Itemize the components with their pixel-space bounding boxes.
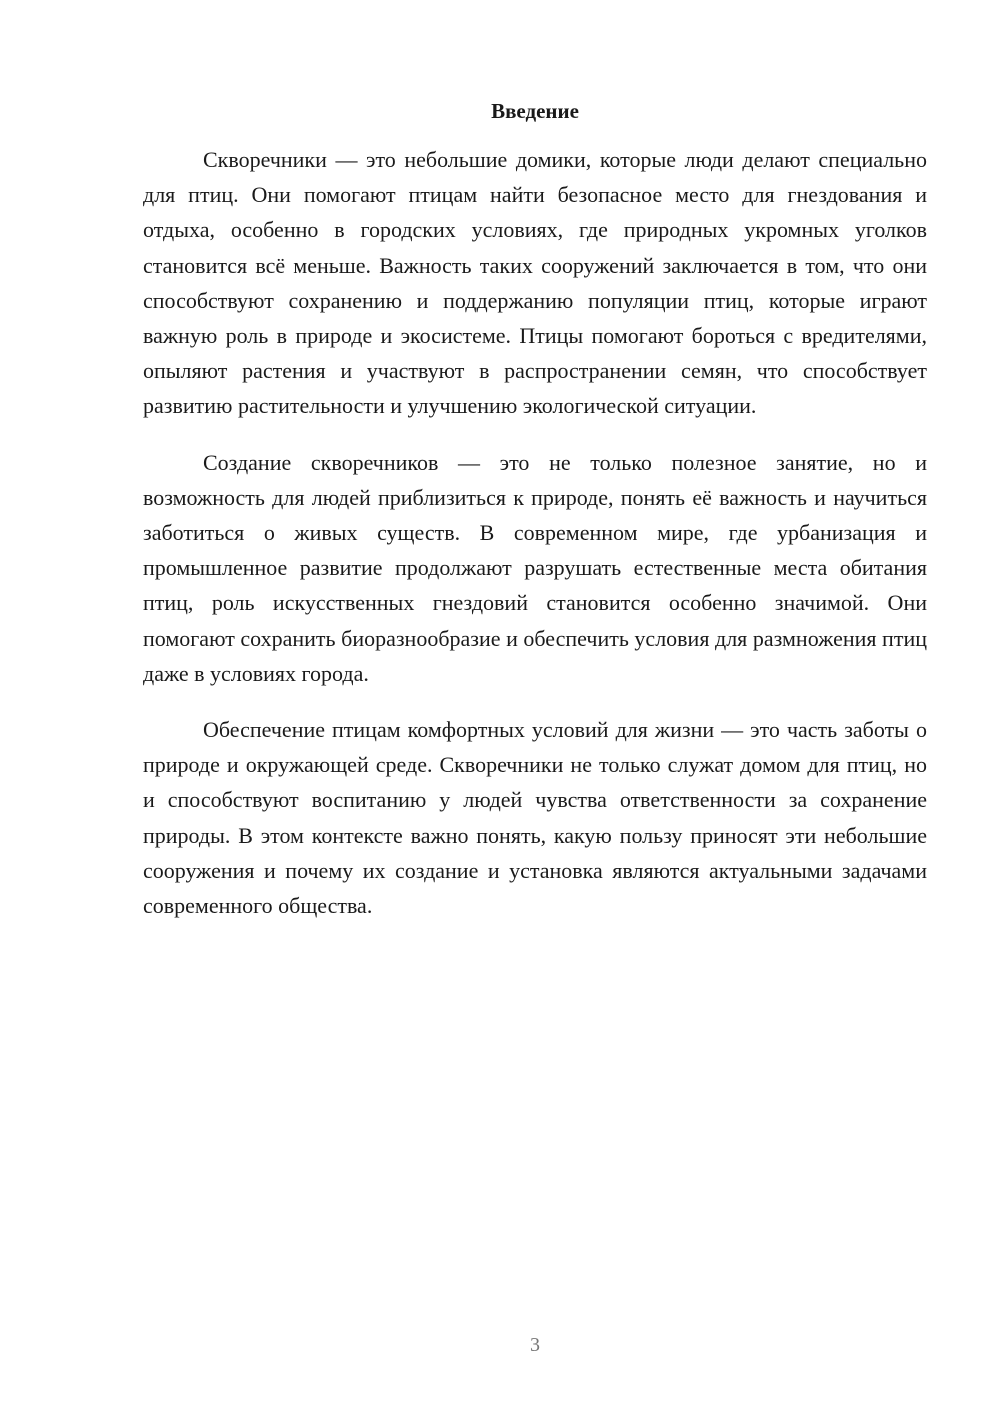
body-text — [143, 142, 927, 944]
paragraph-2: Создание скворечников — это не только полезное занятие, но и возможность для людей приблизиться к природе, понять её важность и научиться заботиться о живых существ. В современном мире, где урбанизация и промышленное развитие продолжают разрушать естественные места обитания птиц, роль искусственных гнездовий становится особенно значимой. Они помогают сохранить биоразнообразие и обеспечить условия для размножения птиц даже в условиях города. — [143, 449, 927, 686]
paragraph-3: Обеспечение птицам комфортных условий для жизни — это часть заботы о природе и окружающей среде. Скворечники не только служат домом для птиц, но и способствуют воспитанию у людей чувства ответственности за сохранение природы. В этом контексте важно понять, какую пользу приносят эти небольшие сооружения и почему их создание и установка являются актуальными задачами современного общества. — [143, 717, 927, 919]
page-number: 3 — [530, 1334, 540, 1356]
paragraph-1: Скворечники — это небольшие домики, которые люди делают специально для птиц. Они помогают птицам найти безопасное место для гнездования и отдыха, особенно в городских условиях, где природных укромных уголков становится всё меньше. Важность таких сооружений заключается в том, что они способствуют сохранению и поддержанию популяции птиц, которые играют важную роль в природе и экосистеме. Птицы помогают бороться с вредителями, опыляют растения и участвуют в распространении семян, что способствует развитию растительности и улучшению экологической ситуации. — [143, 147, 927, 419]
section-heading: Введение — [491, 99, 579, 123]
